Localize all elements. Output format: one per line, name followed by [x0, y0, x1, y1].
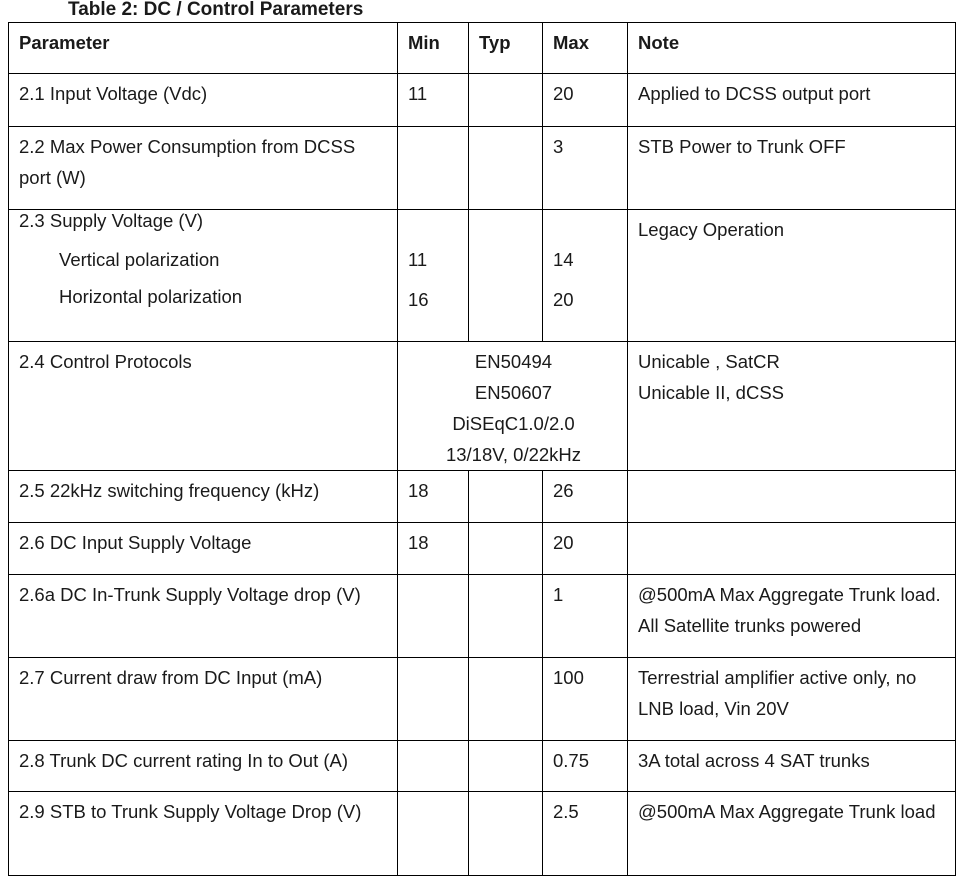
table-row	[9, 792, 956, 876]
header-note: Note	[628, 23, 956, 74]
cell-min: 11	[398, 74, 469, 127]
cell-protocols	[398, 342, 628, 471]
protocol-en50607: EN50607	[474, 382, 553, 403]
cell-param: 2.6a DC In-Trunk Supply Voltage drop (V)	[9, 575, 398, 658]
cell-note: Legacy Operation	[628, 210, 956, 342]
table-row	[9, 74, 956, 127]
note-line-2: Unicable II, dCSS	[638, 382, 785, 403]
cell-typ	[469, 523, 543, 575]
protocol-en50494: EN50494	[474, 351, 553, 372]
protocol-diseqc: DiSEqC1.0/2.0	[452, 413, 575, 434]
cell-note: 3A total across 4 SAT trunks	[628, 741, 956, 792]
cell-max: 1	[543, 575, 628, 658]
table-row	[9, 741, 956, 792]
cell-min	[398, 210, 469, 342]
table-caption: Table 2: DC / Control Parameters	[68, 0, 364, 20]
cell-param	[9, 210, 398, 342]
cell-max: 0.75	[543, 741, 628, 792]
cell-max: 26	[543, 471, 628, 523]
cell-note: @500mA Max Aggregate Trunk load	[628, 792, 956, 876]
cell-note: Terrestrial amplifier active only, no LNB load, Vin 20V	[628, 658, 956, 741]
cell-typ	[469, 741, 543, 792]
cell-param: 2.2 Max Power Consumption from DCSS port (W)	[9, 127, 398, 210]
min-vertical: 11	[408, 249, 428, 270]
cell-note: @500mA Max Aggregate Trunk load. All Satellite trunks powered	[628, 575, 956, 658]
cell-note	[628, 471, 956, 523]
table-row	[9, 575, 956, 658]
cell-min	[398, 741, 469, 792]
cell-note	[628, 342, 956, 471]
cell-param: 2.8 Trunk DC current rating In to Out (A)	[9, 741, 398, 792]
cell-max: 20	[543, 74, 628, 127]
param-title: 2.3 Supply Voltage (V)	[19, 210, 204, 231]
cell-param: 2.6 DC Input Supply Voltage	[9, 523, 398, 575]
param-sub-horizontal: Horizontal polarization	[59, 286, 243, 307]
cell-min	[398, 575, 469, 658]
cell-note: STB Power to Trunk OFF	[628, 127, 956, 210]
cell-note: Applied to DCSS output port	[628, 74, 956, 127]
table-row	[9, 658, 956, 741]
cell-max: 2.5	[543, 792, 628, 876]
cell-min	[398, 792, 469, 876]
cell-typ	[469, 792, 543, 876]
cell-min	[398, 127, 469, 210]
table-row	[9, 127, 956, 210]
parameters-table	[8, 22, 956, 876]
cell-min: 18	[398, 523, 469, 575]
cell-typ	[469, 471, 543, 523]
cell-param: 2.9 STB to Trunk Supply Voltage Drop (V)	[9, 792, 398, 876]
cell-param: 2.1 Input Voltage (Vdc)	[9, 74, 398, 127]
cell-typ	[469, 658, 543, 741]
cell-typ	[469, 210, 543, 342]
cell-note	[628, 523, 956, 575]
cell-min: 18	[398, 471, 469, 523]
header-parameter: Parameter	[9, 23, 398, 74]
table-header-row	[9, 23, 956, 74]
note-line-1: Unicable , SatCR	[638, 351, 780, 372]
param-sub-vertical: Vertical polarization	[59, 249, 220, 270]
max-horizontal: 20	[553, 289, 574, 310]
cell-max: 3	[543, 127, 628, 210]
cell-typ	[469, 74, 543, 127]
table-row	[9, 471, 956, 523]
max-vertical: 14	[553, 249, 574, 270]
cell-max: 20	[543, 523, 628, 575]
protocol-voltage-tone: 13/18V, 0/22kHz	[445, 444, 582, 465]
table-row	[9, 342, 956, 471]
cell-typ	[469, 127, 543, 210]
cell-min	[398, 658, 469, 741]
cell-param: 2.5 22kHz switching frequency (kHz)	[9, 471, 398, 523]
header-min: Min	[398, 23, 469, 74]
table-row	[9, 523, 956, 575]
header-max: Max	[543, 23, 628, 74]
cell-typ	[469, 575, 543, 658]
cell-param: 2.7 Current draw from DC Input (mA)	[9, 658, 398, 741]
min-horizontal: 16	[408, 289, 429, 310]
cell-max: 100	[543, 658, 628, 741]
cell-param: 2.4 Control Protocols	[9, 342, 398, 471]
cell-max	[543, 210, 628, 342]
header-typ: Typ	[469, 23, 543, 74]
table-row	[9, 210, 956, 342]
